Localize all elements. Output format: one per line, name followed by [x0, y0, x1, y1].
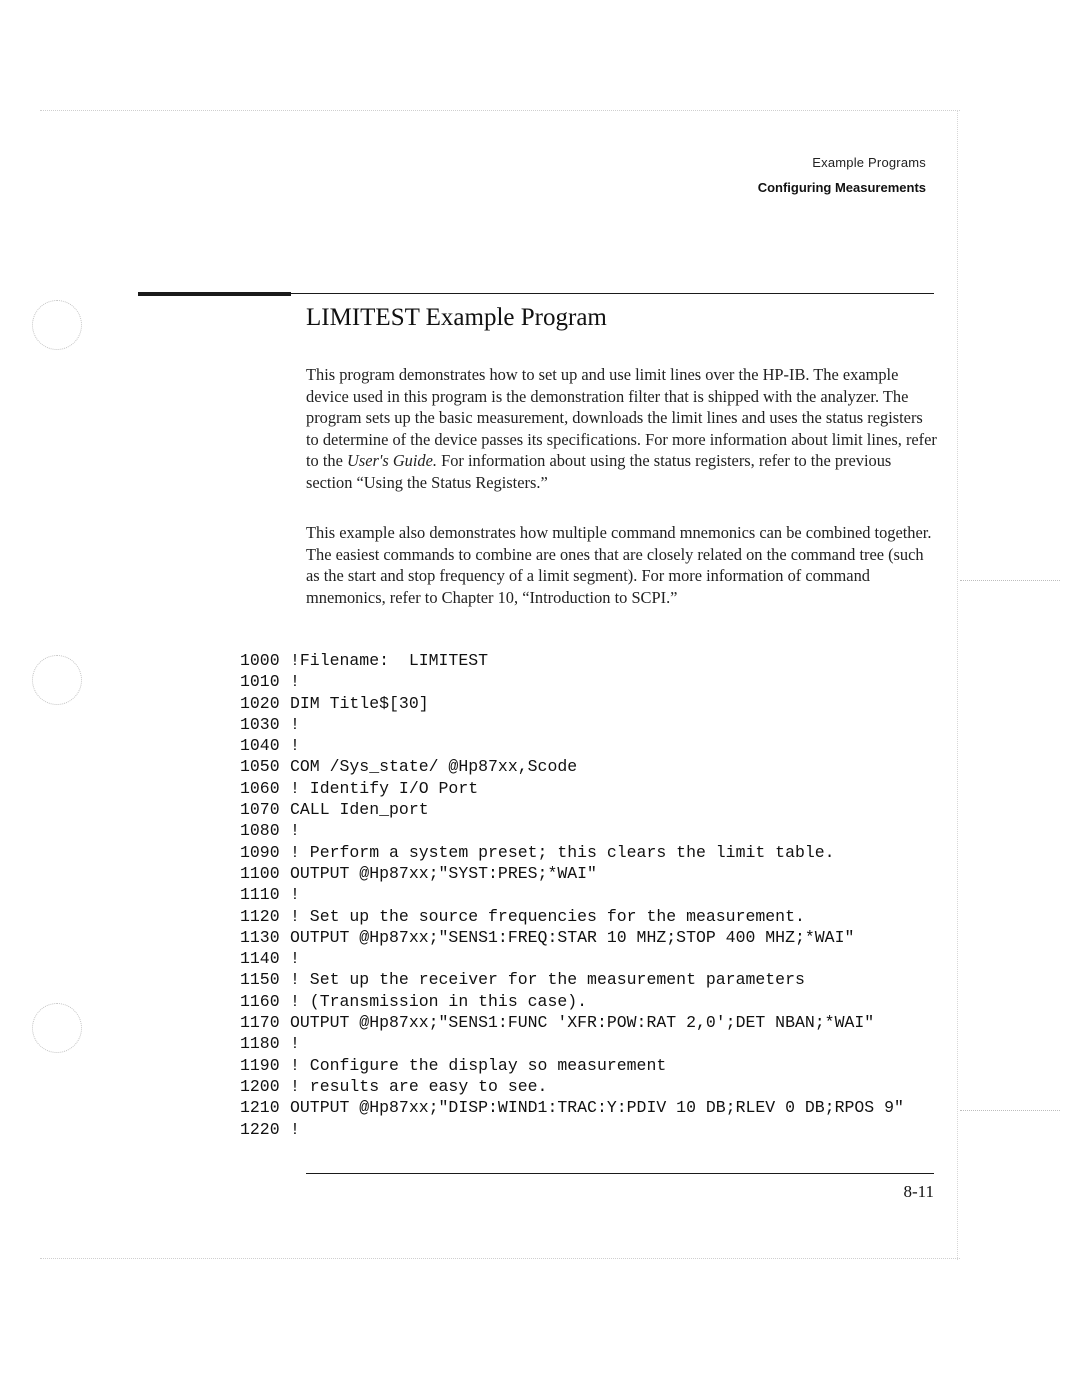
line-number: 1210 [240, 1098, 280, 1118]
code-text: ! [290, 714, 300, 734]
code-text: ! [290, 949, 300, 969]
line-number: 1040 [240, 736, 280, 756]
line-number: 1030 [240, 714, 280, 734]
code-line [240, 1119, 904, 1140]
code-line [240, 1055, 904, 1076]
code-text: ! Configure the display so measurement [290, 1055, 667, 1075]
code-line [240, 1033, 904, 1054]
paragraph-intro [306, 364, 938, 494]
code-text: OUTPUT @Hp87xx;"SENS1:FUNC 'XFR:POW:RAT 2,0';DET NBAN;*WAI" [290, 1013, 875, 1033]
line-number: 1180 [240, 1034, 280, 1054]
page-number: 8-11 [903, 1182, 934, 1201]
code-text: ! [290, 736, 300, 756]
code-line [240, 969, 904, 990]
scan-border-bottom [40, 1258, 960, 1259]
code-line [240, 1076, 904, 1097]
binder-hole [32, 655, 82, 705]
code-text: ! [290, 885, 300, 905]
line-number: 1050 [240, 757, 280, 777]
code-listing [240, 650, 904, 1140]
margin-mark [960, 580, 1060, 581]
code-text: !Filename: LIMITEST [290, 651, 489, 670]
line-number: 1160 [240, 991, 280, 1011]
code-text: ! Perform a system preset; this clears the limit table. [290, 842, 835, 862]
code-text: ! Set up the source frequencies for the measurement. [290, 906, 805, 926]
code-line [240, 884, 904, 905]
footer-rule [306, 1173, 934, 1174]
code-line [240, 693, 904, 714]
line-number: 1100 [240, 863, 280, 883]
line-number: 1090 [240, 842, 280, 862]
code-text: ! (Transmission in this case). [290, 991, 588, 1011]
code-line [240, 863, 904, 884]
code-line [240, 948, 904, 969]
scan-border-right [957, 110, 958, 1260]
code-text: OUTPUT @Hp87xx;"SENS1:FREQ:STAR 10 MHZ;STOP 400 MHZ;*WAI" [290, 927, 855, 947]
line-number: 1010 [240, 672, 280, 692]
heading-rule-thick [138, 292, 291, 296]
code-text: DIM Title$[30] [290, 693, 429, 713]
code-text: ! Set up the receiver for the measurement parameters [290, 970, 805, 990]
code-line [240, 671, 904, 692]
line-number: 1020 [240, 693, 280, 713]
code-text: ! results are easy to see. [290, 1076, 548, 1096]
line-number: 1220 [240, 1119, 280, 1139]
code-line [240, 1097, 904, 1118]
line-number: 1150 [240, 970, 280, 990]
code-line [240, 991, 904, 1012]
section-title: LIMITEST Example Program [306, 304, 607, 331]
code-line [240, 778, 904, 799]
line-number: 1190 [240, 1055, 280, 1075]
code-text: OUTPUT @Hp87xx;"SYST:PRES;*WAI" [290, 863, 597, 883]
line-number: 1120 [240, 906, 280, 926]
code-line [240, 756, 904, 777]
running-header-chapter: Example Programs [812, 155, 926, 170]
line-number: 1080 [240, 821, 280, 841]
code-line [240, 714, 904, 735]
code-line [240, 820, 904, 841]
code-line [240, 927, 904, 948]
code-text: ! [290, 1119, 300, 1139]
line-number: 1000 [240, 651, 280, 670]
margin-mark [960, 1110, 1060, 1111]
line-number: 1200 [240, 1076, 280, 1096]
code-text: ! [290, 821, 300, 841]
scan-border-top [40, 110, 960, 111]
paragraph-mnemonics: This example also demonstrates how multiple command mnemonics can be combined together. The easiest commands to combine are ones that are closely related on the command tree (such as the start and stop frequency of a limit segment). For more information of command mnemonics, refer to Chapter 10, “Introduction to SCPI.” [306, 523, 932, 607]
running-header-section: Configuring Measurements [757, 180, 926, 195]
binder-hole [32, 1003, 82, 1053]
users-guide-reference: User's Guide. [346, 451, 437, 471]
heading-rule [291, 293, 934, 294]
code-line [240, 799, 904, 820]
line-number: 1130 [240, 927, 280, 947]
line-number: 1060 [240, 778, 280, 798]
code-text: COM /Sys_state/ @Hp87xx,Scode [290, 757, 578, 777]
line-number: 1170 [240, 1013, 280, 1033]
line-number: 1070 [240, 800, 280, 820]
line-number: 1110 [240, 885, 280, 905]
code-line [240, 735, 904, 756]
paragraph-intro-text-end: For information about using the status registers, refer to the previous section “Using the Status Registers.” [306, 451, 892, 492]
line-number: 1140 [240, 949, 280, 969]
binder-hole [32, 300, 82, 350]
code-text: ! [290, 1034, 300, 1054]
paragraph-intro-text: This program demonstrates how to set up and use limit lines over the HP-IB. The example device used in this program is the demonstration filter that is shipped with the analyzer. The program sets up the basic measurement, downloads the limit lines and uses the status registers to determine of the device passes its specifications. For more information about limit lines, refer to the [306, 365, 937, 471]
code-line [240, 906, 904, 927]
code-line [240, 842, 904, 863]
code-text: ! [290, 672, 300, 692]
code-text: CALL Iden_port [290, 800, 429, 820]
code-text: OUTPUT @Hp87xx;"DISP:WIND1:TRAC:Y:PDIV 10 DB;RLEV 0 DB;RPOS 9" [290, 1098, 904, 1118]
code-text: ! Identify I/O Port [290, 778, 479, 798]
code-line [240, 650, 904, 671]
code-line [240, 1012, 904, 1033]
